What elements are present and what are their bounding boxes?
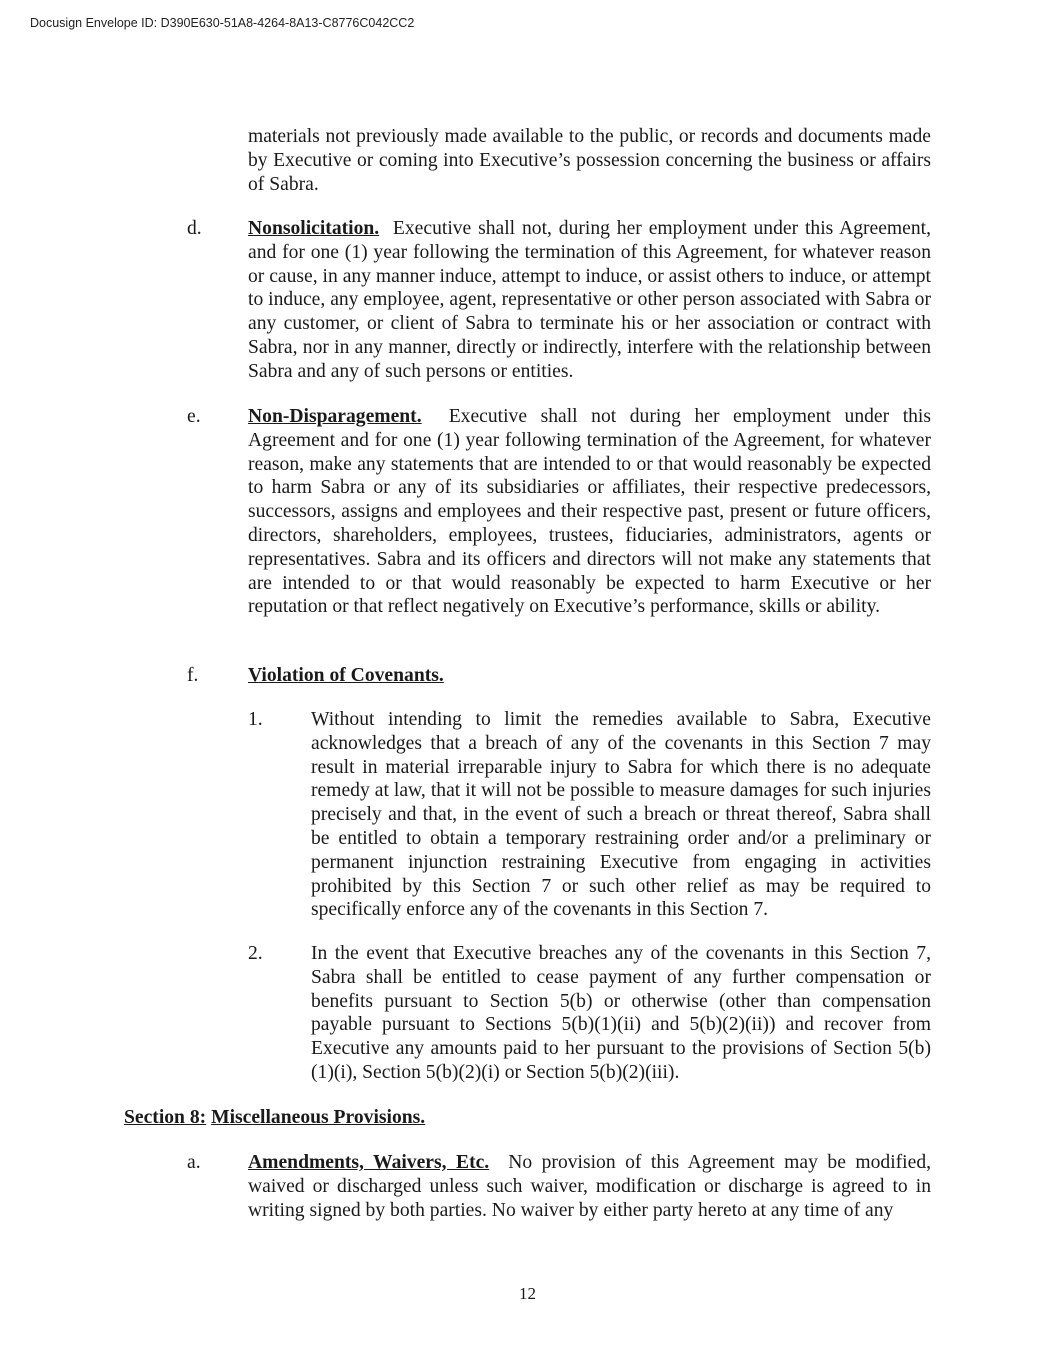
- item-a-text: No provision of this Agreement may be modified, waived or discharged unless such waiver, modification or discharge is agreed to in writing signed by both parties. No waiver by either party hereto at any time of any: [248, 1152, 932, 1221]
- item-e-marker: e.: [187, 406, 201, 427]
- item-f-sub2-marker: 2.: [248, 943, 263, 964]
- item-d-text: Executive shall not, during her employment under this Agreement, and for one (1) year following the termination of this Agreement, for whatever reason or cause, in any manner induce, attempt to induce, or assist others to induce, or attempt to induce, any employee, agent, representative or other person associated with Sabra or any customer, or client of Sabra to terminate his or her association or contract with Sabra, nor in any manner, directly or indirectly, interfere with the relationship between Sabra and any of such persons or entities.: [248, 218, 932, 382]
- section-8-heading: [124, 1106, 425, 1130]
- item-d-marker: d.: [187, 218, 202, 239]
- item-f-marker: f.: [187, 665, 199, 686]
- item-f-heading: Violation of Covenants.: [248, 665, 444, 686]
- page-number: 12: [519, 1284, 536, 1303]
- item-f-paragraph: [248, 664, 931, 688]
- envelope-id: Docusign Envelope ID: D390E630-51A8-4264-8A13-C8776C042CC2: [30, 16, 415, 30]
- item-a-paragraph: [248, 1151, 931, 1222]
- item-d-paragraph: [248, 217, 931, 384]
- continuation-paragraph: materials not previously made available to the public, or records and documents made by Executive or coming into Executive’s possession concerning the business or affairs of Sabra.: [248, 126, 931, 195]
- item-e-paragraph: [248, 405, 931, 619]
- item-f-sub1-text: Without intending to limit the remedies available to Sabra, Executive acknowledges that a breach of any of the covenants in this Section 7 may result in material irreparable injury to Sabra for which there is no adequate remedy at law, that it will not be possible to measure damages for such injuries precisely and that, in the event of such a breach or threat thereof, Sabra shall be entitled to obtain a temporary restraining order and/or a preliminary or permanent injunction restraining Executive from engaging in activities prohibited by this Section 7 or such other relief as may be required to specifically enforce any of the covenants in this Section 7.: [311, 709, 931, 921]
- item-e-heading: Non-Disparagement.: [248, 406, 422, 427]
- item-f-sub2-text: In the event that Executive breaches any of the covenants in this Section 7, Sabra shall be entitled to cease payment of any further compensation or benefits pursuant to Section 5(b) or otherwise (other than compensation payable pursuant to Sections 5(b)(1)(ii) and 5(b)(2)(ii)) and recover from Executive any amounts paid to her pursuant to the provisions of Section 5(b)(1)(i), Section 5(b)(2)(i) or Section 5(b)(2)(iii).: [311, 943, 931, 1083]
- item-e-text: Executive shall not during her employment under this Agreement and for one (1) year following termination of the Agreement, for whatever reason, make any statements that are intended to or that would reasonably be expected to harm Sabra or any of its subsidiaries or affiliates, their respective predecessors, successors, assigns and employees and their respective past, present or future officers, directors, shareholders, employees, trustees, fiduciaries, administrators, agents or representatives. Sabra and its officers and directors will not make any statements that are intended to or that would reasonably be expected to harm Executive or her reputation or that reflect negatively on Executive’s performance, skills or ability.: [248, 406, 932, 618]
- item-f-sub1-marker: 1.: [248, 709, 263, 730]
- item-a-marker: a.: [187, 1152, 201, 1173]
- section-8-title: Miscellaneous Provisions.: [211, 1107, 426, 1128]
- item-a-heading: Amendments, Waivers, Etc.: [248, 1152, 490, 1173]
- item-d-heading: Nonsolicitation.: [248, 218, 380, 239]
- section-8-label: Section 8:: [124, 1107, 207, 1128]
